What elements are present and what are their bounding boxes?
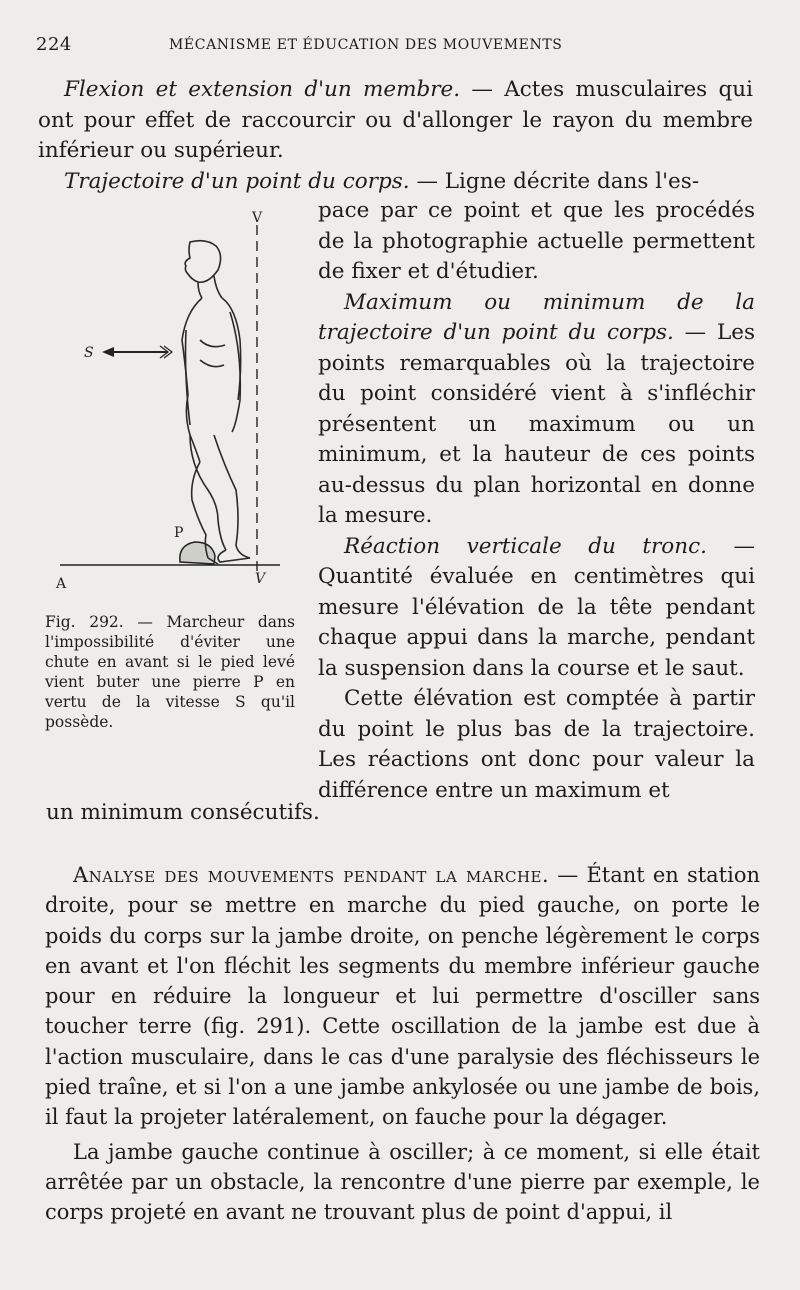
- stone-icon: [180, 542, 215, 564]
- page-header: [36, 34, 756, 56]
- section-paragraph-1: — Étant en station droite, pour se mettre en marche du pied gauche, on porte le poids du corps sur la jambe droite, on penche légèrement le corps en avant et l'on fléchit les segments du membre inférieur gauche pour en réduire la longueur et lui permettre d'osciller sans toucher terre (fig. 291). Cette oscillation de la jambe est due à l'action musculaire, dans le cas d'une paralysie des fléchisseurs le pied traîne, et si l'on a une jambe ankylosée ou une jambe de bois, il faut la projeter latéralement, on fauche pour la dégager.: [45, 863, 761, 1130]
- elevation-paragraph: Cette élévation est comptée à partir du point le plus bas de la trajectoire. Les réactions ont donc pour valeur la différence entre un maximum et: [318, 686, 755, 803]
- section-heading: Analyse des mouvements pendant la marche.: [73, 863, 550, 887]
- label-v-bottom: V: [255, 571, 266, 587]
- figure-292: [40, 200, 290, 600]
- page-number: 224: [36, 34, 72, 55]
- walker-figure: [182, 241, 250, 564]
- arrow-head-icon: [102, 347, 114, 357]
- label-s: S: [84, 345, 94, 361]
- running-title: MÉCANISME ET ÉDUCATION DES MOUVEMENTS: [169, 37, 563, 53]
- definition-trajectoire-start: — Ligne décrite dans l'es-: [409, 168, 700, 194]
- label-v-top: V: [252, 210, 263, 226]
- right-column: [318, 196, 755, 806]
- definition-reaction: — Quantité évaluée en centimètres qui mesure l'élévation de la tête pendant chaque appui dans la marche, pendant la suspension dans la course et le saut.: [318, 533, 755, 681]
- term-trajectoire: Trajectoire d'un point du corps.: [64, 168, 410, 194]
- section-analyse: [45, 860, 760, 1228]
- walker-illustration: [40, 200, 290, 600]
- elevation-paragraph-end: un minimum consécutifs.: [46, 800, 320, 825]
- entry-flexion: [38, 75, 753, 197]
- term-maximum: Maximum ou minimum de la trajectoire d'un point du corps.: [318, 289, 755, 345]
- section-paragraph-2: La jambe gauche continue à osciller; à ce moment, si elle était arrêtée par un obstacle, la rencontre d'une pierre par exemple, le corps projeté en avant ne trouvant plus de point d'appui, il: [45, 1139, 760, 1225]
- definition-trajectoire-end: pace par ce point et que les procédés de la photographie actuelle permettent de fixer et d'étudier.: [318, 198, 755, 284]
- definition-flexion: — Actes musculaires qui ont pour effet de raccourcir ou d'allonger le rayon du membre inférieur ou supérieur.: [38, 77, 753, 163]
- definition-maximum: — Les points remarquables où la trajectoire du point considéré vient à s'infléchir présentent un maximum ou un minimum, et la hauteur de ces points au-dessus du plan horizontal en donne la mesure.: [318, 320, 756, 528]
- label-p: P: [174, 525, 184, 541]
- term-flexion: Flexion et extension d'un membre.: [64, 77, 461, 102]
- figure-caption: Fig. 292. — Marcheur dans l'impossibilité d'éviter une chute en avant si le pied levé vient buter une pierre P en vertu de la vitesse S qu'il possède.: [45, 613, 295, 731]
- label-a: A: [56, 576, 67, 592]
- term-reaction: Réaction verticale du tronc.: [344, 533, 707, 559]
